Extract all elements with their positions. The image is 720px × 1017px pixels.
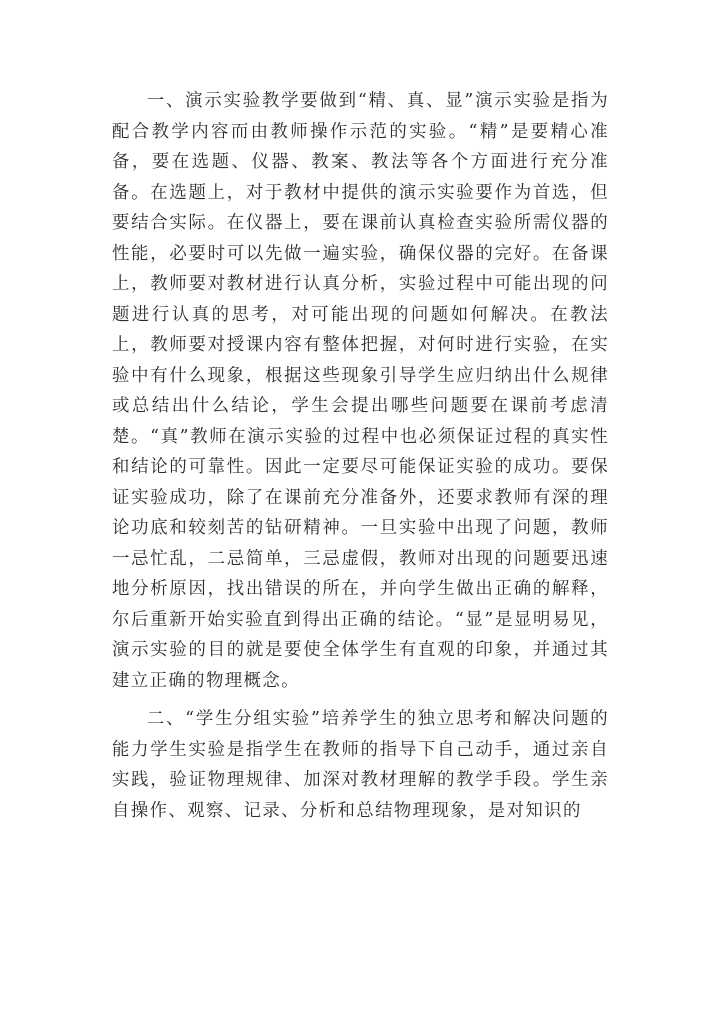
paragraph-student-group-experiment: 二、“学生分组实验”培养学生的独立思考和解决问题的能力学生实验是指学生在教师的指导下自己动手，通过亲自实践，验证物理规律、加深对教材理解的教学手段。学生亲自操作、观察、记录、分析和总结物理现象，是对知识的 <box>112 709 609 821</box>
document-body <box>112 86 609 826</box>
paragraph-demonstration-experiment: 一、演示实验教学要做到“精、真、显”演示实验是指为配合教学内容而由教师操作示范的实验。“精”是要精心准备，要在选题、仪器、教案、教法等各个方面进行充分准备。在选题上，对于教材中提供的演示实验要作为首选，但要结合实际。在仪器上，要在课前认真检查实验所需仪器的性能，必要时可以先做一遍实验，确保仪器的完好。在备课上，教师要对教材进行认真分析，实验过程中可能出现的问题进行认真的思考，对可能出现的问题如何解决。在教法上，教师要对授课内容有整体把握，对何时进行实验，在实验中有什么现象，根据这些现象引导学生应归纳出什么规律或总结出什么结论，学生会提出哪些问题要在课前考虑清楚。“真”教师在演示实验的过程中也必须保证过程的真实性和结论的可靠性。因此一定要尽可能保证实验的成功。要保证实验成功，除了在课前充分准备外，还要求教师有深的理论功底和较刻苦的钻研精神。一旦实验中出现了问题，教师一忌忙乱，二忌简单，三忌虚假，教师对出现的问题要迅速地分析原因，找出错误的所在，并向学生做出正确的解释，尔后重新开始实验直到得出正确的结论。“显”是显明易见，演示实验的目的就是要使全体学生有直观的印象，并通过其建立正确的物理概念。 <box>112 91 609 691</box>
